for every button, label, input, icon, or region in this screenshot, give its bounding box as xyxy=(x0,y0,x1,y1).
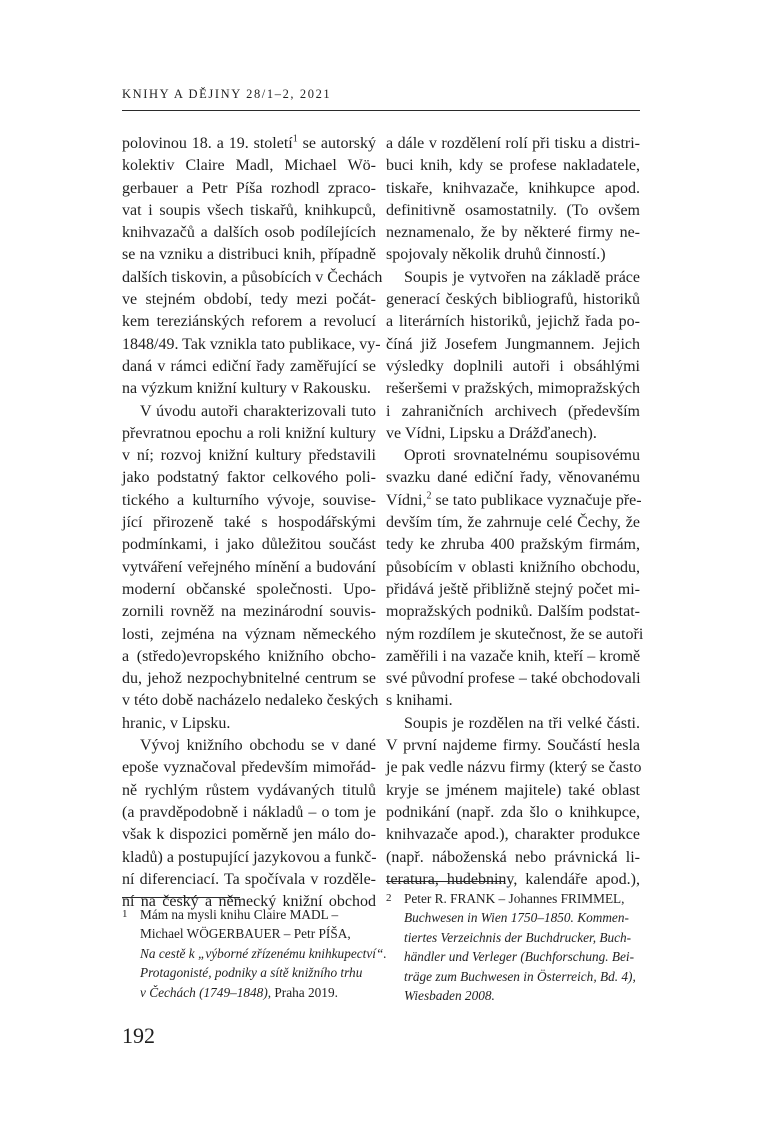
left-column xyxy=(122,133,383,913)
text-line: daná v rámci ediční řady zaměřující se xyxy=(122,357,376,375)
footnote-line xyxy=(140,944,387,963)
footnote-line xyxy=(140,983,376,1002)
text-line: (a pravděpodobně i nákladů – o tom je xyxy=(122,803,376,821)
italic-run: tiertes Verzeichnis der Buchdrucker, Buch- xyxy=(404,929,632,945)
text-run: se autorský xyxy=(297,135,376,152)
italic-run: Wiesbaden 2008. xyxy=(404,988,495,1004)
text-line: působícím v oblasti knižního obchodu, xyxy=(386,558,640,576)
text-line: vat i soupis všech tiskařů, knihkupců, xyxy=(122,201,376,219)
text-line: se na vzniku a distribuci knih, případně xyxy=(122,246,376,264)
text-run: Vídni, xyxy=(386,491,427,509)
footnote-line xyxy=(140,963,376,982)
text-line: ve stejném období, tedy mezi počát- xyxy=(122,291,376,309)
text-line: knihvazačů a dalších osob podílejících xyxy=(122,224,376,242)
text-line: Soupis je rozdělen na tři velké části. xyxy=(404,714,640,732)
text-line: na výzkum knižní kultury v Rakousku. xyxy=(122,380,371,398)
text-line: kolektiv Claire Madl, Michael Wö- xyxy=(122,157,376,175)
page-number: 192 xyxy=(122,1023,155,1048)
text-line: v této době nacházelo nedaleko českých xyxy=(122,692,379,710)
italic-run: Buchwesen in Wien 1750–1850. Kommen- xyxy=(404,910,629,926)
text-line: mopražských podniků. Dalším podstat- xyxy=(386,603,640,621)
footnote-number: 1 xyxy=(122,908,128,920)
text-run: Michael WÖGERBAUER – Petr PÍŠA, xyxy=(140,926,351,942)
text-line: rešeršemi v pražských, mimopražských xyxy=(386,380,640,398)
text-line: podmínkami, i jako důležitou součást xyxy=(122,536,376,554)
text-line: tiskaře, knihvazače, knihkupce apod. xyxy=(386,179,640,197)
text-line xyxy=(386,490,640,512)
text-line: ve Vídni, Lipsku a Drážďanech). xyxy=(386,424,597,442)
footnote-line xyxy=(404,928,640,947)
text-line: kem tereziánských reforem a revolucí xyxy=(122,313,376,331)
text-line: V úvodu autoři charakterizovali tuto xyxy=(140,402,376,420)
text-line: ným rozdílem je skutečnost, že se autoři xyxy=(386,625,644,643)
text-line: Oproti srovnatelnému soupisovému xyxy=(404,447,640,465)
text-line: ně rychlým růstem vydávaných titulů xyxy=(122,781,376,799)
text-line: jící přirozeně také s hospodářskými xyxy=(122,514,376,532)
text-line: svazku dané ediční řady, věnovanému xyxy=(386,469,640,487)
text-run: Mám na mysli knihu Claire MADL – xyxy=(140,907,339,922)
footnote-line xyxy=(140,905,376,924)
text-run: se tato publikace vyznačuje pře- xyxy=(431,491,642,509)
text-line xyxy=(122,133,376,155)
text-line: moderní občanské společnosti. Upo- xyxy=(122,580,376,598)
text-line: a literárních historiků, jejichž řada po- xyxy=(386,313,640,331)
italic-run: Na cestě k „výborné zřízenému knihkupectví“. xyxy=(140,945,387,961)
text-line: buci knih, kdy se profese nakladatele, xyxy=(386,157,640,175)
text-line: dalších tiskovin, a působících v Čechách xyxy=(122,268,383,286)
text-line: převratnou epochu a roli knižní kultury xyxy=(122,424,376,442)
footnote-text xyxy=(140,905,387,1002)
footnote-rule-right xyxy=(386,881,504,882)
running-head: KNIHY A DĚJINY 28/1–2, 2021 xyxy=(122,87,332,101)
footnote-line xyxy=(140,924,376,943)
text-run: polovinou 18. a 19. století xyxy=(122,135,293,152)
text-line: však k dispozici poměrně jen málo do- xyxy=(122,826,376,844)
italic-run: v Čechách (1749–1848) xyxy=(140,984,268,1000)
text-line: definitivně osamostatnily. (To ovšem xyxy=(386,201,640,219)
text-line: generací českých bibliografů, historiků xyxy=(386,291,640,309)
text-line: teratura, hudebniny, kalendáře apod.), xyxy=(386,870,640,888)
text-line: zornili rovněž na mezinárodní souvis- xyxy=(122,603,376,621)
text-line: epoše vyznačoval především mimořád- xyxy=(122,759,376,777)
text-run: , Praha 2019. xyxy=(267,984,338,1000)
footnote-reference: 1 xyxy=(292,133,298,145)
text-line: V první najdeme firmy. Součástí hesla xyxy=(386,737,640,755)
italic-run: träge zum Buchwesen in Österreich, Bd. 4), xyxy=(404,968,636,984)
footnote-line xyxy=(404,889,640,908)
text-line: v ní; rozvoj knižní kultury představili xyxy=(122,447,376,465)
text-line: Vývoj knižního obchodu se v dané xyxy=(140,737,376,755)
text-line: neznamenalo, že by některé firmy ne- xyxy=(386,224,640,242)
right-column xyxy=(386,133,644,891)
text-line: Soupis je vytvořen na základě práce xyxy=(404,268,640,286)
text-line: tedy ke zhruba 400 pražským firmám, xyxy=(386,536,640,554)
footnote-1 xyxy=(122,905,387,1002)
italic-run: händler und Verleger (Buchforschung. Bei- xyxy=(404,949,635,965)
text-line: spojovaly několik druhů činností.) xyxy=(386,246,606,264)
text-line: devším tím, že zahrnuje celé Čechy, že xyxy=(386,514,640,532)
footnote-reference: 2 xyxy=(426,490,432,502)
text-line: tického a kulturního vývoje, souvise- xyxy=(122,491,376,509)
footnote-2 xyxy=(386,889,640,1005)
text-line: losti, zejména na význam německého xyxy=(122,625,376,643)
footnote-line xyxy=(404,967,640,986)
text-line: výsledky doplnili autoři i obsáhlými xyxy=(386,357,640,375)
text-line: jako podstatný faktor celkového poli- xyxy=(122,469,376,487)
text-line: du, jehož nezpochybnitelné centrum se xyxy=(122,670,376,688)
text-line: přidává ještě přibližně stejný počet mi- xyxy=(386,580,640,598)
footnote-number: 2 xyxy=(386,892,392,904)
footnote-line xyxy=(404,908,640,927)
footnote-rule-left xyxy=(122,897,240,898)
header-rule xyxy=(122,110,640,111)
text-line: je pak vedle názvu firmy (který se často xyxy=(386,759,642,777)
text-line: své původní profese – také obchodovali xyxy=(386,670,641,688)
text-line: kryje se jménem majitele) také oblast xyxy=(386,781,640,799)
text-line: hranic, v Lipsku. xyxy=(122,714,231,732)
footnote-text xyxy=(404,889,640,1005)
text-line: gerbauer a Petr Píša rozhodl zpraco- xyxy=(122,179,376,197)
text-line: (např. náboženská nebo právnická li- xyxy=(386,848,640,866)
text-line: knihvazače apod.), charakter produkce xyxy=(386,826,640,844)
text-line: i zahraničních archivech (především xyxy=(386,402,640,420)
footnote-line xyxy=(404,947,640,966)
text-line: kladů) a postupující jazykovou a funkč- xyxy=(122,848,377,866)
text-run: Peter R. FRANK – Johannes FRIMMEL, xyxy=(404,891,625,906)
text-line: a (středo)evropského knižního obcho- xyxy=(122,647,376,665)
footnote-line xyxy=(404,986,640,1005)
text-line: ní diferenciací. Ta spočívala v rozděle- xyxy=(122,870,376,888)
text-line: vytváření veřejného mínění a budování xyxy=(122,558,376,576)
text-line: číná již Josefem Jungmannem. Jejich xyxy=(386,335,640,353)
italic-run: Protagonisté, podniky a sítě knižního trhu xyxy=(140,965,363,981)
text-line: ní na český a německý knižní obchod xyxy=(122,893,376,911)
text-line: zaměřili i na vazače knih, kteří – kromě xyxy=(386,647,641,665)
text-line: 1848/49. Tak vznikla tato publikace, vy- xyxy=(122,335,381,353)
text-line: podnikání (např. zda šlo o knihkupce, xyxy=(386,803,640,821)
text-line: s knihami. xyxy=(386,692,453,710)
text-line: a dále v rozdělení rolí při tisku a distri- xyxy=(386,135,640,152)
